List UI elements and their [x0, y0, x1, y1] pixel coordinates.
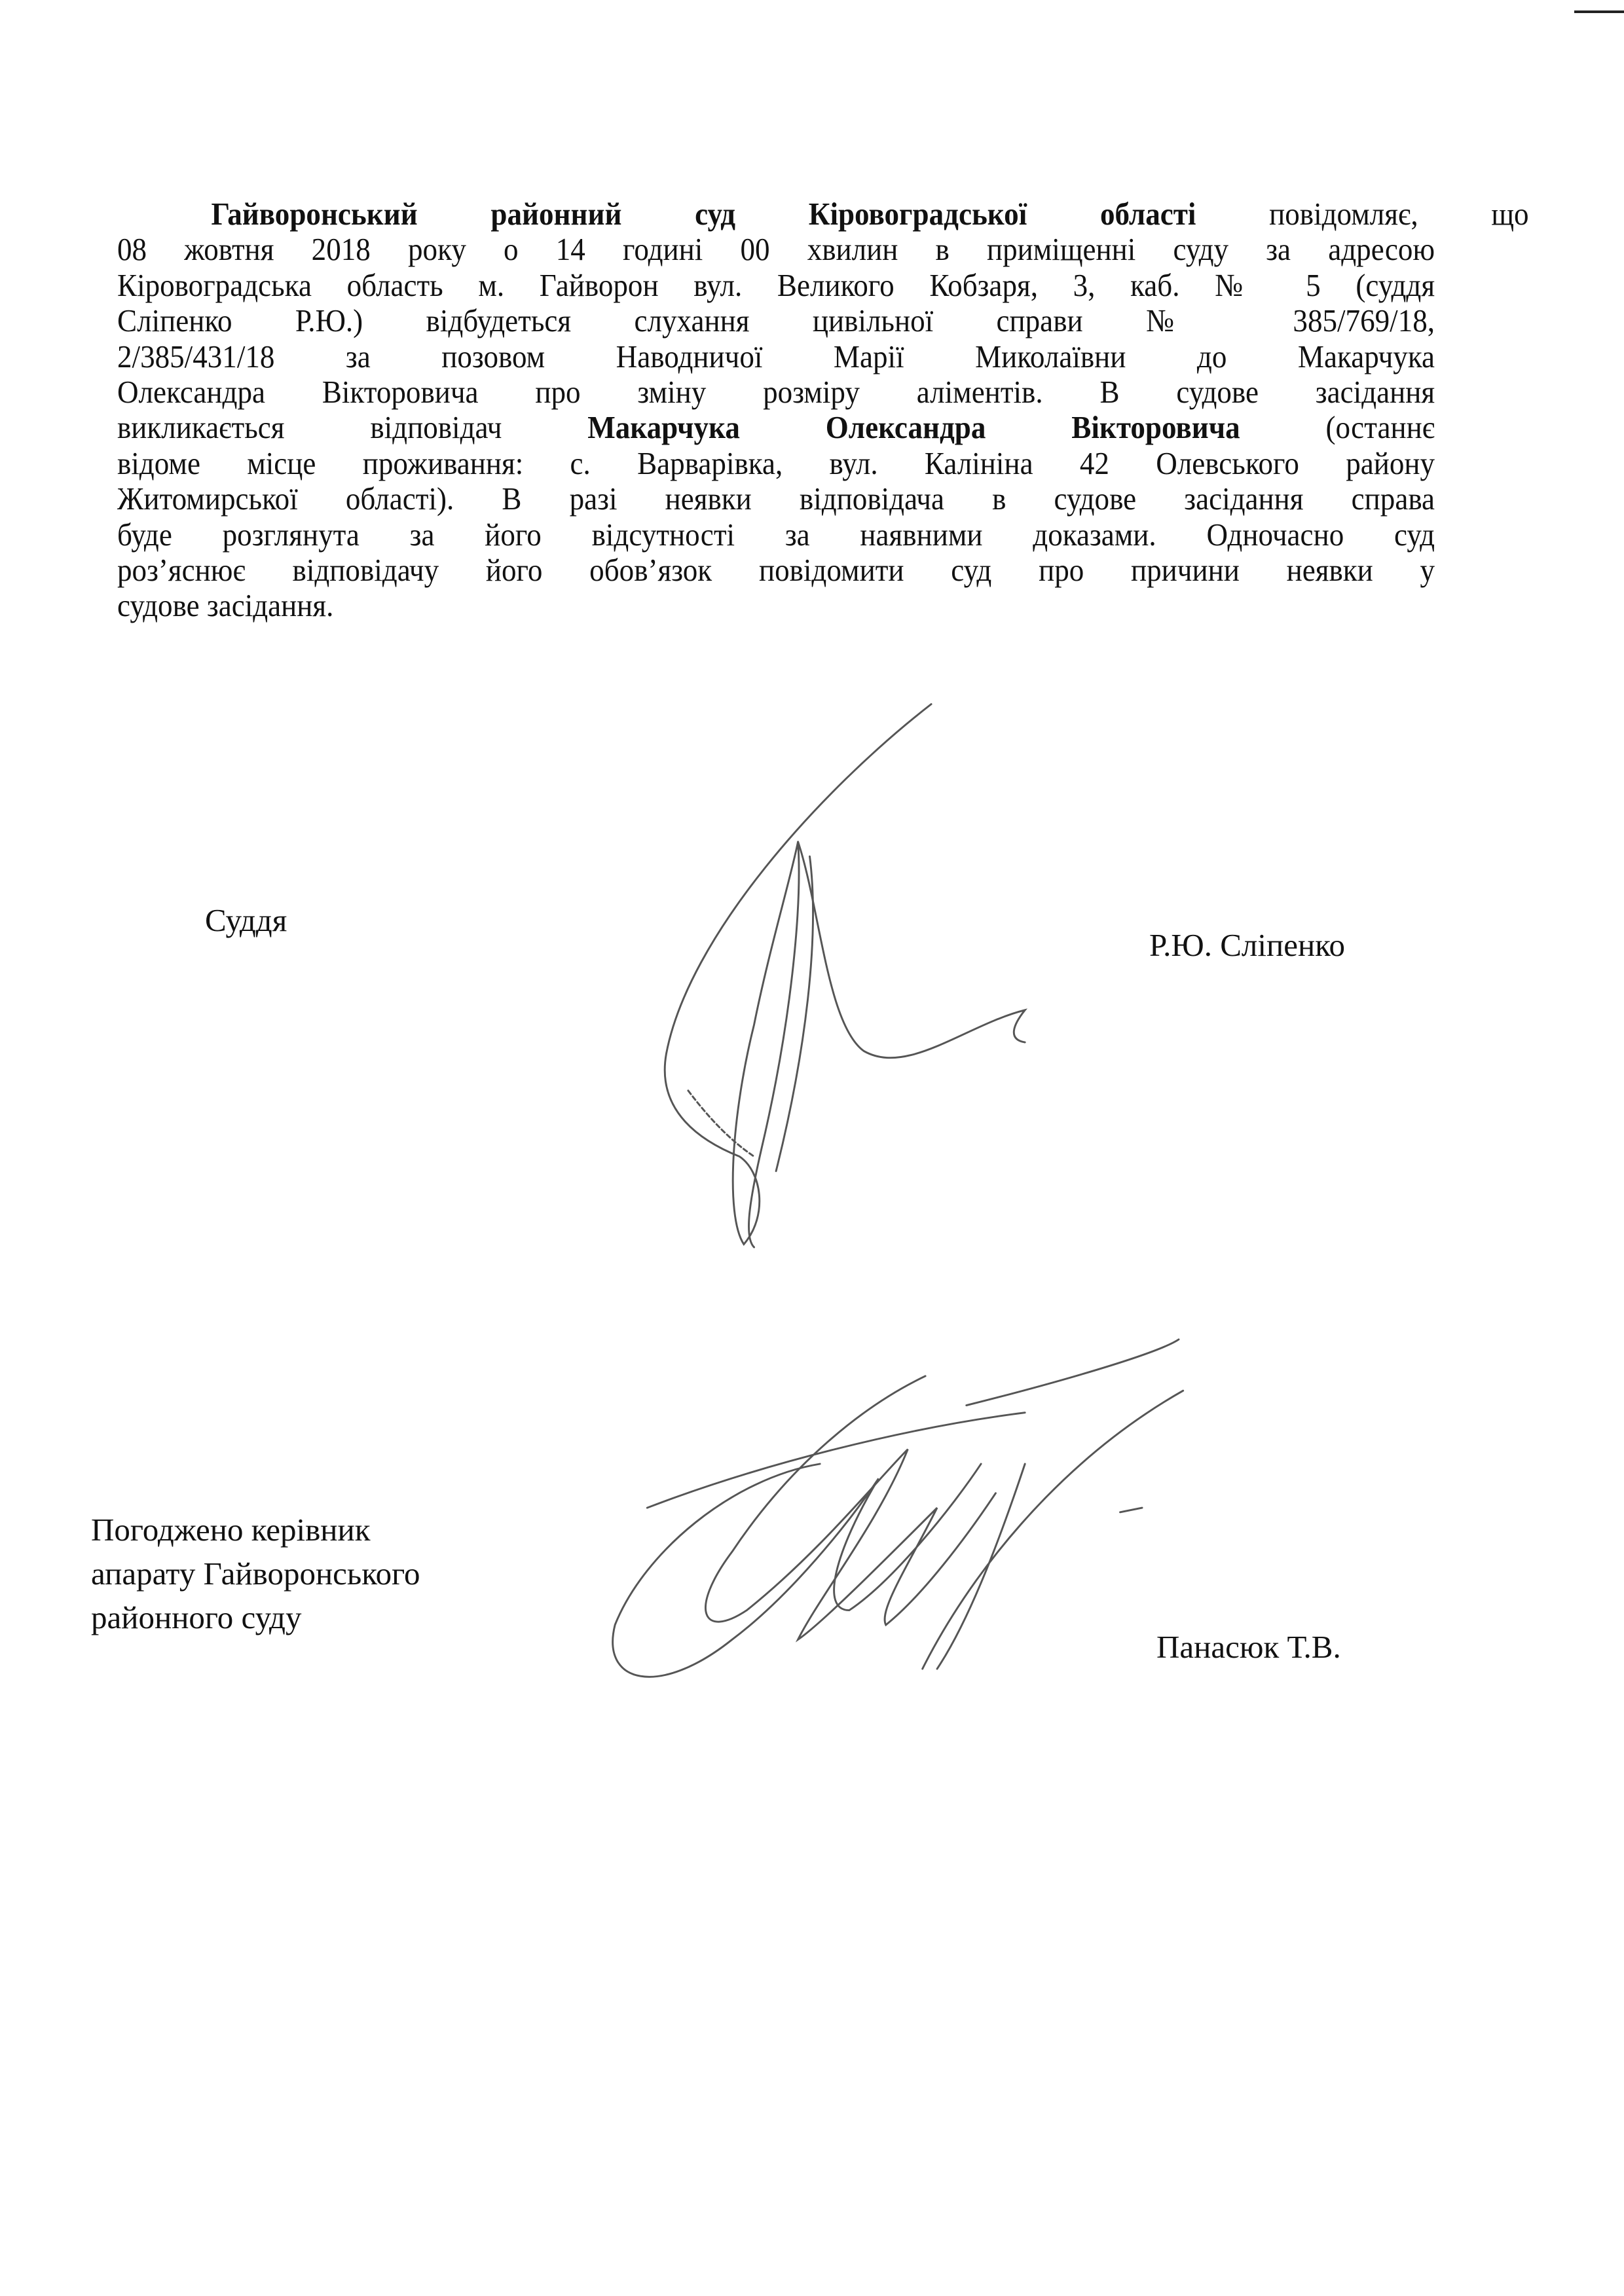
notice-line — [117, 268, 1435, 303]
notice-paragraph — [117, 196, 1529, 624]
approver-name: Панасюк Т.В. — [1156, 1629, 1341, 1665]
notice-line — [117, 339, 1435, 374]
notice-bold-text: Макарчука Олександра Вікторовича — [587, 409, 1240, 446]
notice-line — [117, 481, 1435, 517]
notice-line — [117, 410, 1435, 445]
notice-bold-text: Гайворонський районний суд Кіровоградської області — [211, 196, 1196, 232]
notice-text: Кіровоградська область м. Гайворон вул. Великого Кобзаря, 3, каб. № 5 (суддя — [117, 266, 1435, 303]
notice-text: буде розглянута за його відсутності за наявними доказами. Одночасно суд — [117, 516, 1435, 553]
notice-text: 08 жовтня 2018 року о 14 годині 00 хвилин в приміщенні суду за адресою — [117, 231, 1435, 268]
scan-edge-mark — [1574, 10, 1624, 13]
notice-text: Олександра Вікторовича про зміну розміру аліментів. В судове засідання — [117, 373, 1435, 410]
approver-signature — [613, 1339, 1183, 1677]
judge-title: Суддя — [205, 902, 287, 938]
notice-text: роз’яснює відповідачу його обов’язок повідомити суд про причини неявки у — [117, 551, 1435, 588]
notice-line — [117, 232, 1435, 267]
notice-line — [117, 196, 1529, 232]
notice-text: судове засідання. — [117, 587, 334, 624]
notice-line — [117, 517, 1435, 553]
judge-name: Р.Ю. Сліпенко — [1149, 927, 1346, 963]
notice-text: 2/385/431/18 за позовом Наводничої Марії Миколаївни до Макарчука — [117, 338, 1435, 374]
notice-text: викликається відповідач — [117, 409, 588, 446]
notice-line — [117, 553, 1435, 588]
approval-line-1: Погоджено керівник — [91, 1512, 371, 1548]
approval-line-3: районного суду — [91, 1599, 302, 1635]
notice-line — [117, 303, 1435, 338]
notice-line — [117, 374, 1435, 410]
notice-text: Сліпенко Р.Ю.) відбудеться слухання цивільної справи № 385/769/18, — [117, 302, 1435, 339]
notice-text: Житомирської області). В разі неявки відповідача в судове засідання справа — [117, 481, 1435, 517]
approval-line-2: апарату Гайворонського — [91, 1556, 420, 1592]
notice-line — [117, 588, 1435, 623]
judge-signature — [665, 704, 1025, 1248]
notice-text: (останнє — [1240, 409, 1435, 446]
notice-text: повідомляє, що — [1196, 196, 1529, 232]
notice-line — [117, 446, 1435, 481]
notice-text: відоме місце проживання: с. Варварівка, вул. Калініна 42 Олевського району — [117, 445, 1435, 481]
